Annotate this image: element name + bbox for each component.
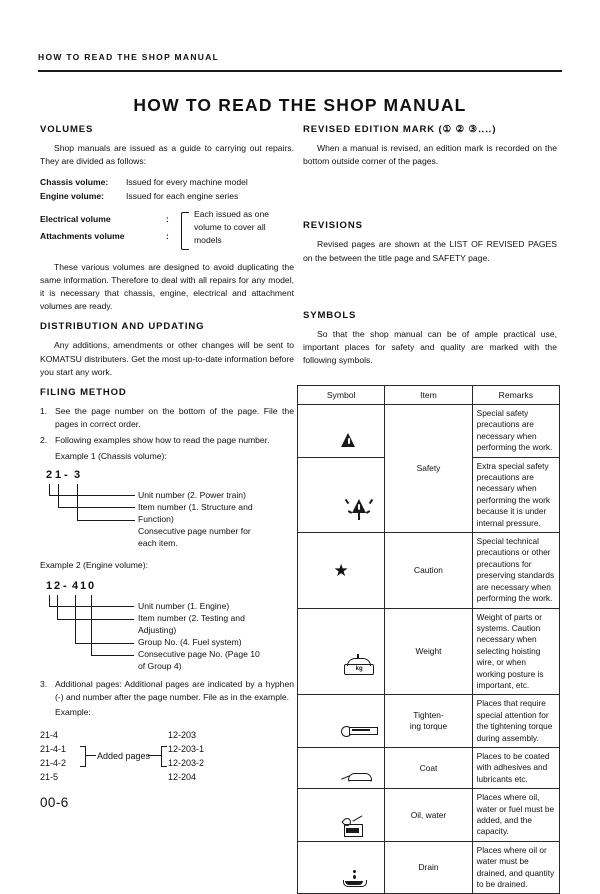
table-header-row [298, 386, 560, 405]
step-2-number: 2. [40, 435, 48, 446]
step-1-text: See the page number on the bottom of the page. File the pages in correct order. [55, 406, 294, 430]
step-3-number: 3. [40, 679, 48, 690]
running-head: HOW TO READ THE SHOP MANUAL [38, 52, 220, 62]
ex1-hline-1 [49, 495, 135, 496]
remark-cell-safety: Special safety precautions are necessary when performing the work. [472, 405, 559, 458]
section-heading-distribution: DISTRIBUTION AND UPDATING [40, 321, 205, 333]
ex2-dash: - [63, 580, 67, 593]
ex1-vline-3 [77, 484, 78, 521]
section-heading-symbols: SYMBOLS [303, 309, 357, 321]
column-header-item: Item [385, 386, 472, 405]
ex1-dash: - [64, 468, 68, 481]
symbol-cell-tightening-torque [298, 695, 385, 748]
item-line-2: ing torque [409, 721, 448, 732]
ex2-label-page-no-l1: Consecutive page No. (Page 10 [138, 649, 260, 660]
ex2-hline-3 [75, 643, 134, 644]
table-row [298, 789, 560, 842]
added-pages-example [40, 728, 294, 790]
left-page-2: 21-4-1 [40, 743, 67, 754]
remark-cell-caution: Special technical precautions or other precautions for preserving standards are necessary when performing the work. [472, 533, 559, 608]
ex2-label-page-no-l2: of Group 4) [138, 661, 182, 672]
example-2-digits [46, 580, 294, 595]
left-page-4: 21-5 [40, 771, 59, 782]
section-heading-volumes: VOLUMES [40, 124, 94, 135]
attachments-volume-term: Attachments volume [40, 230, 125, 241]
right-bracket-icon [161, 746, 167, 767]
filing-steps-cont [40, 678, 294, 720]
page-title: HOW TO READ THE SHOP MANUAL [133, 95, 467, 115]
item-cell-coat: Coat [385, 747, 472, 788]
remark-cell-tightening-torque: Places that require special attention for the tightening torque during assembly. [472, 695, 559, 748]
filing-step-1 [40, 405, 294, 431]
electrical-volume-term: Electrical volume [40, 213, 111, 224]
item-cell-oil-water: Oil, water [385, 789, 472, 842]
ex2-label-item-number-l2: Adjusting) [138, 625, 177, 636]
engine-volume-term: Engine volume: [40, 191, 104, 201]
example-1-label: Example 1 (Chassis volume): [55, 450, 167, 461]
filing-steps [40, 405, 294, 463]
step-3-text: Additional pages: Additional pages are indicated by a hyphen (-) and number after the page number. File as in the example. [55, 679, 294, 703]
ex1-digit-1: 2 [46, 468, 53, 481]
chassis-volume-desc: Issued for every machine model [126, 177, 248, 188]
ex2-label-unit-number: Unit number (1. Engine) [138, 601, 230, 612]
bracket-colons [166, 211, 169, 245]
ex2-digit-3: 4 [72, 580, 79, 593]
symbol-cell-caution [298, 533, 385, 608]
ex1-label-page-number-l1: Consecutive page number for [138, 525, 251, 536]
ex2-hline-1 [49, 606, 134, 607]
ex2-digit-4: 1 [80, 580, 87, 593]
ex1-label-item-number-l2: Function) [138, 513, 174, 524]
remark-cell-pressure-safety: Extra special safety precautions are necessary when performing the work because it is under internal pressure. [472, 457, 559, 532]
table-row [298, 533, 560, 608]
page-number-folio: 00-6 [40, 795, 69, 810]
remark-cell-drain: Places where oil or water must be drained, and quantity to be drained. [472, 841, 559, 894]
item-cell-caution: Caution [385, 533, 472, 608]
ex2-hline-4 [91, 655, 134, 656]
remark-cell-coat: Places to be coated with adhesives and lubricants etc. [472, 747, 559, 788]
table-row [298, 608, 560, 695]
table-row [298, 747, 560, 788]
filing-step-3 [40, 678, 294, 720]
section-heading-revisions: REVISIONS [303, 220, 363, 232]
table-row [298, 841, 560, 894]
left-page-1: 21-4 [40, 729, 59, 740]
remark-cell-oil-water: Places where oil, water or fuel must be added, and the capacity. [472, 789, 559, 842]
step-2-text: Following examples show how to read the page number. [55, 435, 270, 446]
item-cell-safety: Safety [385, 405, 472, 533]
ex1-digit-3: 3 [74, 468, 81, 481]
section-heading-revised-edition-mark: REVISED EDITION MARK (① ② ③‥‥) [303, 124, 497, 135]
weight-unit-label: kg [344, 664, 374, 675]
remark-cell-weight: Weight of parts or systems. Caution necessary when selecting hoisting wire, or when working posture is important, etc. [472, 608, 559, 695]
symbols-body: So that the shop manual can be of ample practical use, important places for safety and quality are marked with the following symbols. [303, 328, 557, 366]
volume-row-engine [40, 190, 294, 204]
curly-brace-icon [181, 212, 189, 250]
left-page-3: 21-4-2 [40, 757, 67, 768]
volume-row-chassis [40, 176, 294, 190]
right-page-2: 12-203-1 [168, 743, 205, 754]
column-header-symbol: Symbol [298, 386, 385, 405]
example-1-digits [46, 469, 294, 484]
chassis-volume-term: Chassis volume: [40, 177, 109, 188]
symbol-cell-drain [298, 841, 385, 894]
symbol-cell-coat [298, 747, 385, 788]
ex2-label-item-number-l1: Item number (2. Testing and [138, 613, 245, 624]
step-1-number: 1. [40, 406, 48, 417]
item-line-1: Tighten- [413, 710, 444, 721]
star-icon: ★ [333, 560, 349, 580]
ex2-digit-5: 0 [88, 580, 95, 593]
left-bracket-icon [80, 746, 86, 767]
ex1-digit-2: 1 [55, 468, 62, 481]
right-page-1: 12-203 [168, 729, 197, 740]
right-bracket-stem [148, 755, 161, 756]
volume-definitions [40, 176, 294, 203]
bracket-note: Each issued as one volume to cover all models [194, 208, 270, 246]
right-page-4: 12-204 [168, 771, 197, 782]
example-1-diagram [46, 469, 294, 555]
distribution-body: Any additions, amendments or other changes will be sent to KOMATSU distributers. Get the most up-to-date information before you start any work. [40, 340, 294, 377]
symbols-table [297, 385, 560, 894]
ex2-digit-2: 2 [54, 580, 61, 593]
item-cell-tightening-torque [385, 695, 472, 748]
colon-electrical: : [166, 213, 169, 224]
table-row [298, 405, 560, 458]
colon-attachments: : [166, 230, 169, 241]
engine-volume-desc: Issued for each engine series [126, 191, 239, 201]
symbol-cell-oil-water [298, 789, 385, 842]
ex1-hline-2 [58, 507, 135, 508]
added-pages-label: Added pages [97, 750, 151, 761]
symbols-table-head [298, 386, 560, 405]
symbol-cell-pressure-safety [298, 457, 385, 532]
filing-step-2 [40, 434, 294, 462]
ex1-label-page-number-l2: each item. [138, 537, 178, 548]
column-header-remarks: Remarks [472, 386, 559, 405]
left-bracket-stem [85, 755, 96, 756]
ex2-label-group-no: Group No. (4. Fuel system) [138, 637, 242, 648]
ex1-label-unit-number: Unit number (2. Power train) [138, 489, 246, 500]
right-column [303, 124, 557, 375]
item-cell-drain: Drain [385, 841, 472, 894]
revisions-body: Revised pages are shown at the LIST OF REVISED PAGES on the between the title page and SAFETY page. [303, 239, 557, 263]
ex1-label-item-number-l1: Item number (1. Structure and [138, 501, 253, 512]
volume-bracket-group [40, 208, 294, 253]
table-row [298, 695, 560, 748]
ex1-hline-3 [77, 520, 135, 521]
left-column [40, 124, 294, 790]
header-rule [38, 70, 562, 72]
section-heading-filing: FILING METHOD [40, 387, 127, 399]
item-cell-weight: Weight [385, 608, 472, 695]
example-3-label: Example: [55, 707, 91, 718]
ex2-digit-1: 1 [46, 580, 53, 593]
example-2-label: Example 2 (Engine volume): [40, 559, 148, 570]
symbol-cell-weight [298, 608, 385, 695]
ex2-vline-2 [57, 595, 58, 620]
volumes-closing: These various volumes are designed to avoid duplicating the same information. Therefore to deal with all repairs for any model, it is necessary that chassis, engine, electrical and attachment volumes are ready. [40, 261, 294, 312]
revised-edition-body: When a manual is revised, an edition mark is recorded on the bottom outside corner of the pages. [303, 143, 557, 167]
ex2-hline-2 [57, 619, 134, 620]
bracket-terms [40, 211, 166, 245]
volumes-intro: Shop manuals are issued as a guide to carrying out repairs. They are divided as follows: [40, 143, 294, 167]
right-page-3: 12-203-2 [168, 757, 205, 768]
ex2-vline-4 [91, 595, 92, 656]
example-2-diagram [46, 580, 294, 672]
symbol-cell-safety [298, 405, 385, 458]
symbols-table-body [298, 405, 560, 894]
